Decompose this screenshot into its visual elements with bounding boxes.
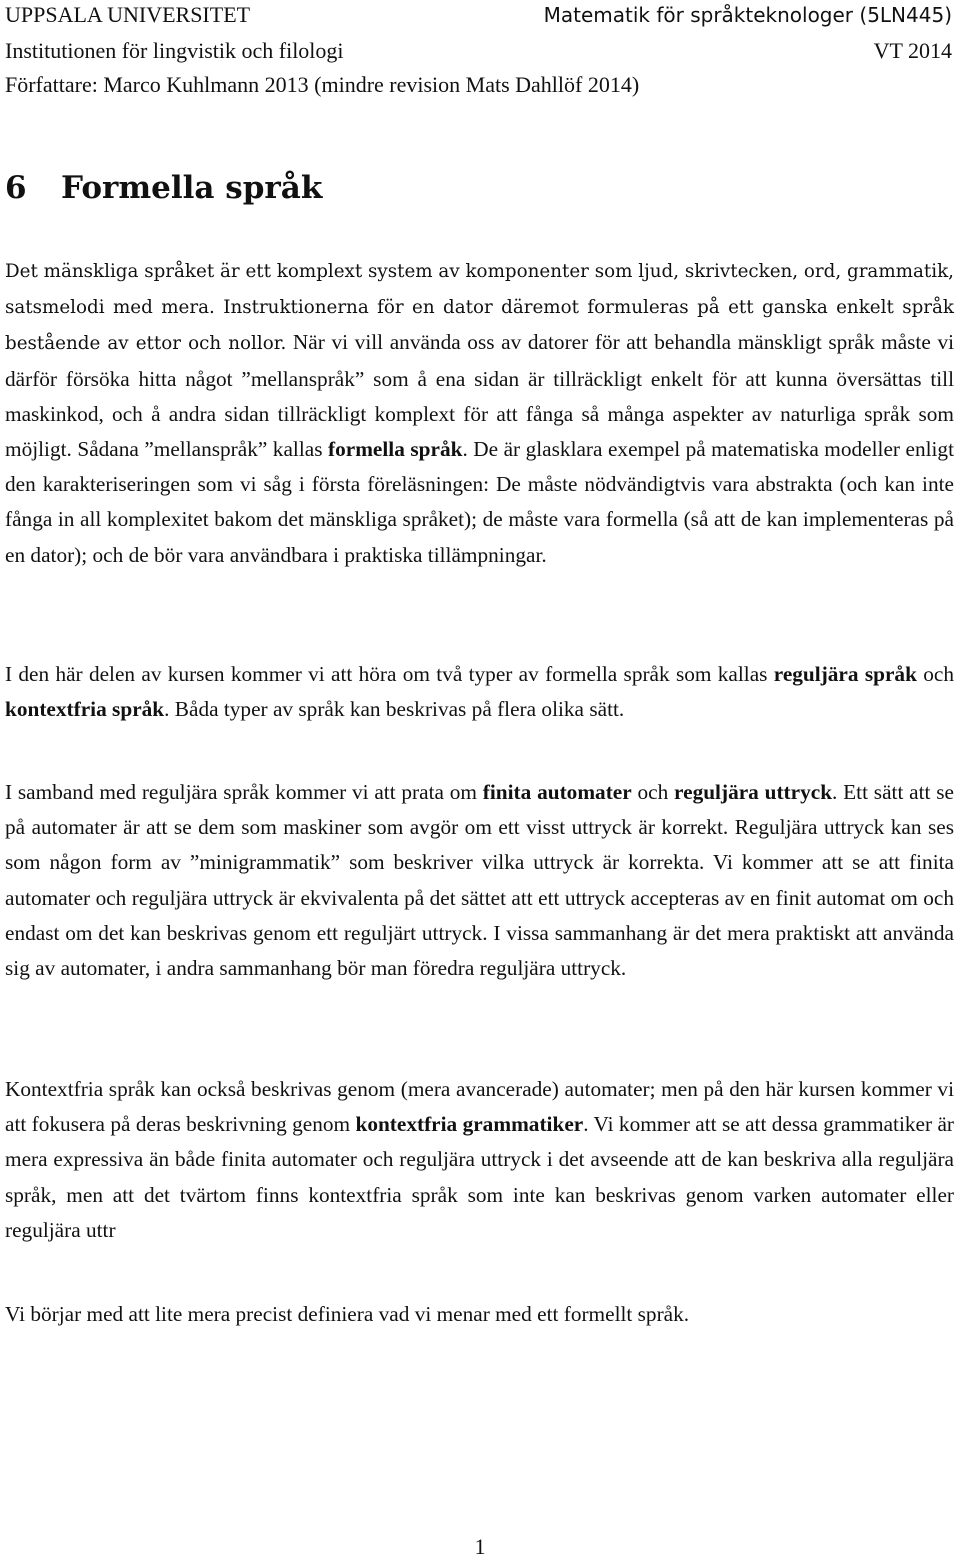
term-formal-languages: formella språk (328, 437, 463, 462)
chapter-number: 6 (5, 170, 27, 206)
term-regular-expressions: reguljära uttryck (674, 780, 833, 804)
paragraph-2-text-c: . Båda typer av språk kan beskrivas på flera olika sätt. (164, 697, 625, 722)
paragraph-4-text-a: Kontextfria språk kan också beskrivas genom (mera avancerade) automater; men på den här kursen kommer vi att fokusera på deras beskrivning genom (5, 1077, 954, 1137)
author-line: Författare: Marco Kuhlmann 2013 (mindre revision Mats Dahllöf 2014) (5, 72, 640, 97)
paragraph-2-text-b: och (923, 662, 954, 686)
term-finite-automata: finita automater (482, 780, 632, 804)
header-row-2 (5, 38, 952, 64)
department-name: Institutionen för lingvistik och filologi (5, 38, 344, 63)
paragraph-1 (5, 253, 954, 573)
page-number: 1 (474, 1534, 486, 1559)
paragraph-1-intro: Det mänskliga språket är ett komplext system av komponenter som ljud, skrivtecken, ord, grammatik, satsmelodi med mera. Instruktionerna för en dator däremot formuleras på ett ganska enkelt språk bestående av ettor och nollor. (5, 261, 954, 355)
university-name: UPPSALA UNIVERSITET (5, 2, 251, 27)
paragraph-1-text-a: När vi vill använda oss av datorer för att behandla mänskligt språk måste vi därför försöka hitta något ”mellanspråk” som å ena sidan är tillräckligt enkelt för att kunna översättas till maskinkod, och å andra sidan tillräckligt komplext för att fånga så många aspekter av naturliga språk som möjligt. Sådana ”mellanspråk” kallas (5, 330, 955, 462)
paragraph-4 (5, 1072, 954, 1248)
term-label: VT 2014 (873, 38, 952, 63)
paragraph-5-text: Vi börjar med att lite mera precist definiera vad vi menar med ett formellt språk. (5, 1302, 690, 1326)
course-name: Matematik för språkteknologer (5LN445) (543, 3, 952, 27)
header-row-3 (5, 72, 952, 98)
chapter-heading (5, 167, 322, 209)
paragraph-5 (5, 1297, 954, 1332)
paragraph-3 (5, 775, 954, 986)
paragraph-1-text-b: . De är glasklara exempel på matematiska modeller enligt den karakteriseringen som vi såg i första föreläsningen: De måste nödvändigtvis vara abstrakta (och kan inte fånga in all komplexitet bakom det mänskliga språket); de måste vara formella (så att de kan implementeras på en dator); och de bör vara användbara i praktiska tillämpningar. (5, 437, 954, 567)
header-row-1 (5, 2, 952, 28)
chapter-title: Formella språk (61, 170, 323, 206)
paragraph-3-text-b: och (637, 780, 669, 804)
term-regular-languages: reguljära språk (773, 662, 917, 686)
paragraph-4-text-b: . Vi kommer att se att dessa grammatiker är mera expressiva än både finita automater och reguljära uttryck i det avseende att de kan beskriva alla reguljära språk, men att det tvärtom finns kontextfria språk som inte kan beskrivas genom varken automater eller reguljära uttr (5, 1112, 954, 1242)
term-context-free-languages: kontextfria språk (5, 697, 165, 722)
paragraph-2-text-a: I den här delen av kursen kommer vi att höra om två typer av formella språk som kallas (5, 662, 768, 686)
paragraph-3-text-c: . Ett sätt att se på automater är att se dem som maskiner som avgör om ett visst uttryck är korrekt. Reguljära uttryck kan ses som någon form av ”minigrammatik” som beskriver vilka uttryck är korrekta. Vi kommer att se att finita automater och reguljära uttryck är ekvivalenta på det sättet att ett uttryck accepteras av en finit automat om och endast om det kan beskrivas genom ett reguljärt uttryck. I vissa sammanhang är det mera praktiskt att använda sig av automater, i andra sammanhang bör man föredra reguljära uttryck. (5, 780, 954, 981)
paragraph-2 (5, 657, 954, 727)
term-context-free-grammars: kontextfria grammatiker (355, 1112, 584, 1137)
paragraph-3-text-a: I samband med reguljära språk kommer vi att prata om (5, 780, 477, 804)
